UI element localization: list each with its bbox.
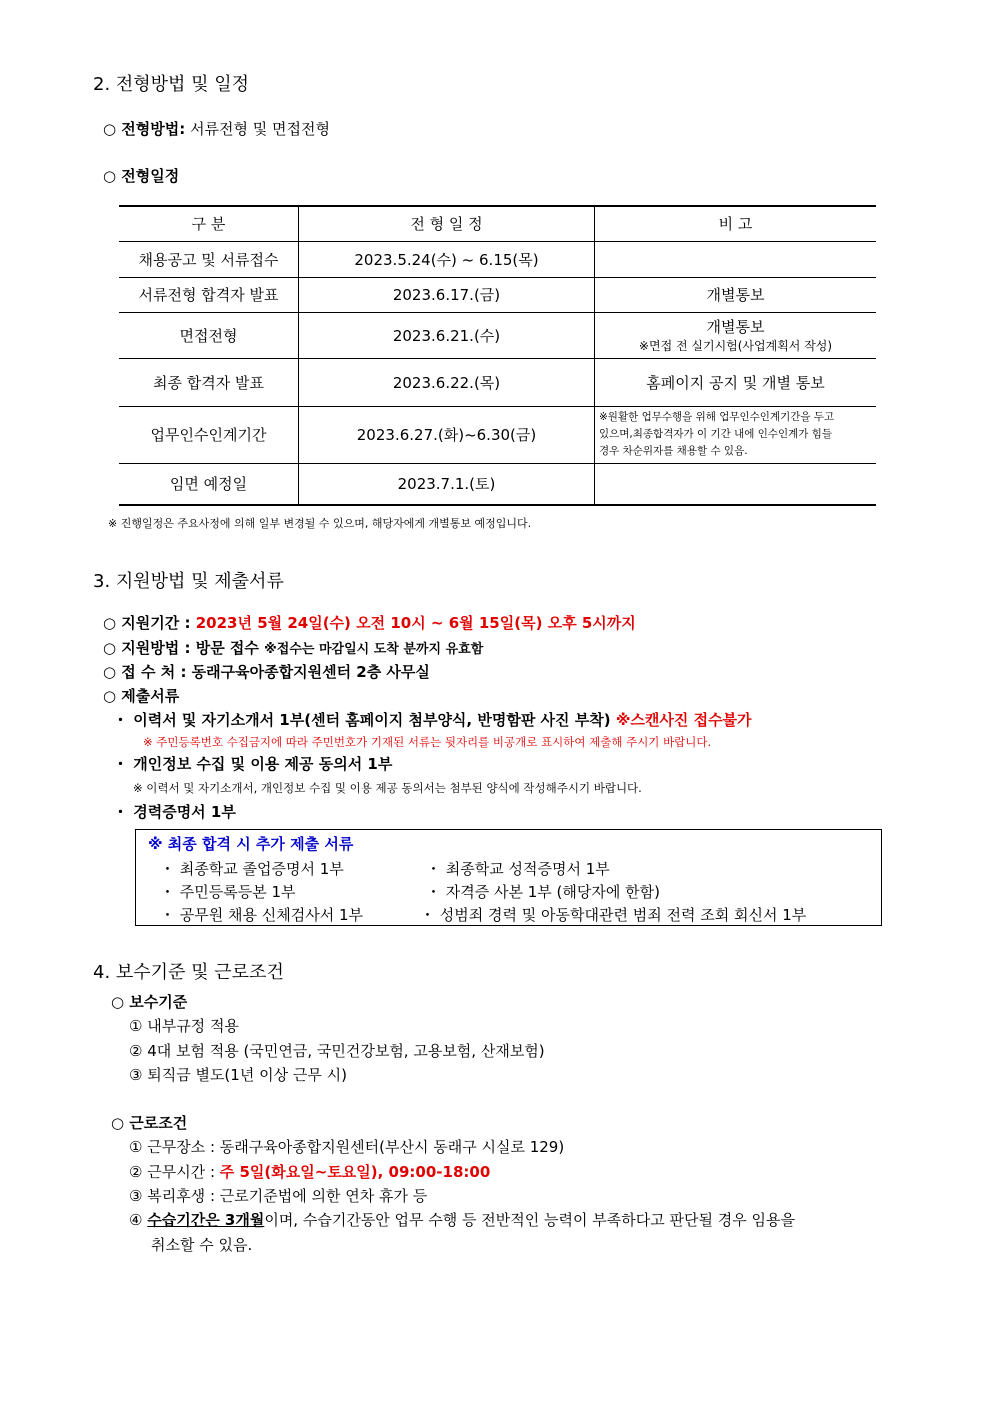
period-value: 2023년 5월 24일(수) 오전 10시 ~ 6월 15일(목) 오후 5시까지 bbox=[195, 614, 636, 632]
method-line bbox=[103, 118, 330, 139]
table-cell: 2023.7.1.(토) bbox=[299, 463, 595, 505]
table-cell: 업무인수인계기간 bbox=[119, 406, 299, 463]
work-item: ③ 복리후생 : 근로기준법에 의한 연차 휴가 등 bbox=[129, 1187, 428, 1205]
schedule-label: ○ 전형일정 bbox=[103, 167, 180, 185]
table-cell: 2023.5.24(수) ~ 6.15(목) bbox=[299, 241, 595, 277]
table-cell: 면접전형 bbox=[119, 312, 299, 358]
remark-note: ※면접 전 실기시험(사업계획서 작성) bbox=[638, 339, 833, 353]
table-cell: 임면 예정일 bbox=[119, 463, 299, 505]
work-item bbox=[129, 1209, 795, 1230]
doc-1-text: ・ 이력서 및 자기소개서 1부(센터 홈페이지 첨부양식, 반명함판 사진 부착) bbox=[113, 711, 611, 729]
table-cell: 2023.6.17.(금) bbox=[299, 277, 595, 312]
table-cell bbox=[595, 406, 877, 463]
pay-label: ○ 보수기준 bbox=[111, 993, 188, 1011]
apply-line bbox=[103, 637, 483, 658]
table-row bbox=[119, 406, 876, 463]
period-label: ○ 지원기간 : bbox=[103, 614, 191, 632]
pay-item: ① 내부규정 적용 bbox=[129, 1017, 239, 1035]
box-item: ・ 성범죄 경력 및 아동학대관련 범죄 전력 조회 회신서 1부 bbox=[420, 906, 807, 924]
work-4-text: 이며, 수습기간동안 업무 수행 등 전반적인 능력이 부족하다고 판단될 경우 임용을 bbox=[264, 1211, 795, 1229]
pay-item: ② 4대 보험 적용 (국민연금, 국민건강보험, 고용보험, 산재보험) bbox=[129, 1042, 545, 1060]
table-row bbox=[119, 312, 876, 358]
box-item: ・ 주민등록등본 1부 bbox=[160, 883, 296, 901]
table-cell bbox=[595, 241, 877, 277]
probation-highlight: 수습기간은 3개월 bbox=[147, 1211, 265, 1229]
table-row bbox=[119, 463, 876, 505]
doc-1-warning: ※스캔사진 접수불가 bbox=[615, 711, 752, 729]
pay-item: ③ 퇴직금 별도(1년 이상 근무 시) bbox=[129, 1066, 347, 1084]
table-cell: 2023.6.27.(화)~6.30(금) bbox=[299, 406, 595, 463]
table-cell: 2023.6.21.(수) bbox=[299, 312, 595, 358]
additional-docs-box bbox=[135, 829, 882, 926]
header-cell: 비 고 bbox=[595, 206, 877, 241]
doc-2-note: ※ 이력서 및 자기소개서, 개인정보 수집 및 이용 제공 동의서는 첨부된 양식에 작성해주시기 바랍니다. bbox=[133, 781, 642, 795]
doc-3: ・ 경력증명서 1부 bbox=[113, 803, 236, 821]
table-row bbox=[119, 241, 876, 277]
remark-note: 경우 차순위자를 채용할 수 있음. bbox=[599, 445, 748, 457]
work-item bbox=[129, 1161, 490, 1182]
work-hours-label: ② 근무시간 : bbox=[129, 1163, 215, 1181]
schedule-footnote: ※ 진행일정은 주요사정에 의해 일부 변경될 수 있으며, 해당자에게 개별통보 예정입니다. bbox=[108, 517, 532, 530]
method-value: 서류전형 및 면접전형 bbox=[190, 120, 331, 138]
table-cell: 최종 합격자 발표 bbox=[119, 358, 299, 406]
apply-label: ○ 지원방법 : 방문 접수 bbox=[103, 639, 259, 657]
table-cell: 개별통보 bbox=[595, 277, 877, 312]
table-cell: 서류전형 합격자 발표 bbox=[119, 277, 299, 312]
table-row bbox=[119, 277, 876, 312]
header-cell: 전 형 일 정 bbox=[299, 206, 595, 241]
box-title: ※ 최종 합격 시 추가 제출 서류 bbox=[148, 835, 354, 853]
work-item-continuation: 취소할 수 있음. bbox=[151, 1236, 253, 1254]
doc-1-note: ※ 주민등록번호 수집금지에 따라 주민번호가 기재된 서류는 뒷자리를 비공개로 표시하여 제출해 주시기 바랍니다. bbox=[143, 735, 712, 749]
docs-label: ○ 제출서류 bbox=[103, 687, 180, 705]
work-4-number: ④ bbox=[129, 1211, 143, 1229]
table-cell: 2023.6.22.(목) bbox=[299, 358, 595, 406]
box-item: ・ 자격증 사본 1부 (해당자에 한함) bbox=[426, 883, 660, 901]
schedule-table bbox=[119, 205, 876, 506]
apply-note: ※접수는 마감일시 도착 분까지 유효함 bbox=[264, 642, 484, 657]
work-hours-value: 주 5일(화요일~토요일), 09:00-18:00 bbox=[219, 1163, 491, 1181]
period-line bbox=[103, 612, 636, 633]
table-cell: 채용공고 및 서류접수 bbox=[119, 241, 299, 277]
table-row bbox=[119, 358, 876, 406]
box-item: ・ 최종학교 성적증명서 1부 bbox=[426, 860, 610, 878]
section-3-heading: 3. 지원방법 및 제출서류 bbox=[93, 571, 284, 592]
doc-2: ・ 개인정보 수집 및 이용 제공 동의서 1부 bbox=[113, 755, 393, 773]
box-item: ・ 공무원 채용 신체검사서 1부 bbox=[160, 906, 364, 924]
remark-line: 개별통보 bbox=[706, 318, 765, 336]
table-cell bbox=[595, 312, 877, 358]
box-item: ・ 최종학교 졸업증명서 1부 bbox=[160, 860, 344, 878]
doc-1 bbox=[113, 709, 752, 730]
section-4-heading: 4. 보수기준 및 근로조건 bbox=[93, 962, 284, 983]
method-label: ○ 전형방법: bbox=[103, 120, 186, 138]
table-header-row bbox=[119, 206, 876, 241]
remark-note: 있으며,최종합격자가 이 기간 내에 인수인계가 힘들 bbox=[599, 428, 833, 440]
section-2-heading: 2. 전형방법 및 일정 bbox=[93, 74, 250, 95]
table-cell bbox=[595, 463, 877, 505]
work-label: ○ 근로조건 bbox=[111, 1114, 188, 1132]
remark-note: ※원활한 업무수행을 위해 업무인수인계기간을 두고 bbox=[599, 411, 835, 423]
work-item: ① 근무장소 : 동래구육아종합지원센터(부산시 동래구 시실로 129) bbox=[129, 1138, 565, 1156]
place-line: ○ 접 수 처 : 동래구육아종합지원센터 2층 사무실 bbox=[103, 663, 430, 681]
header-cell: 구 분 bbox=[119, 206, 299, 241]
table-cell: 홈페이지 공지 및 개별 통보 bbox=[595, 358, 877, 406]
